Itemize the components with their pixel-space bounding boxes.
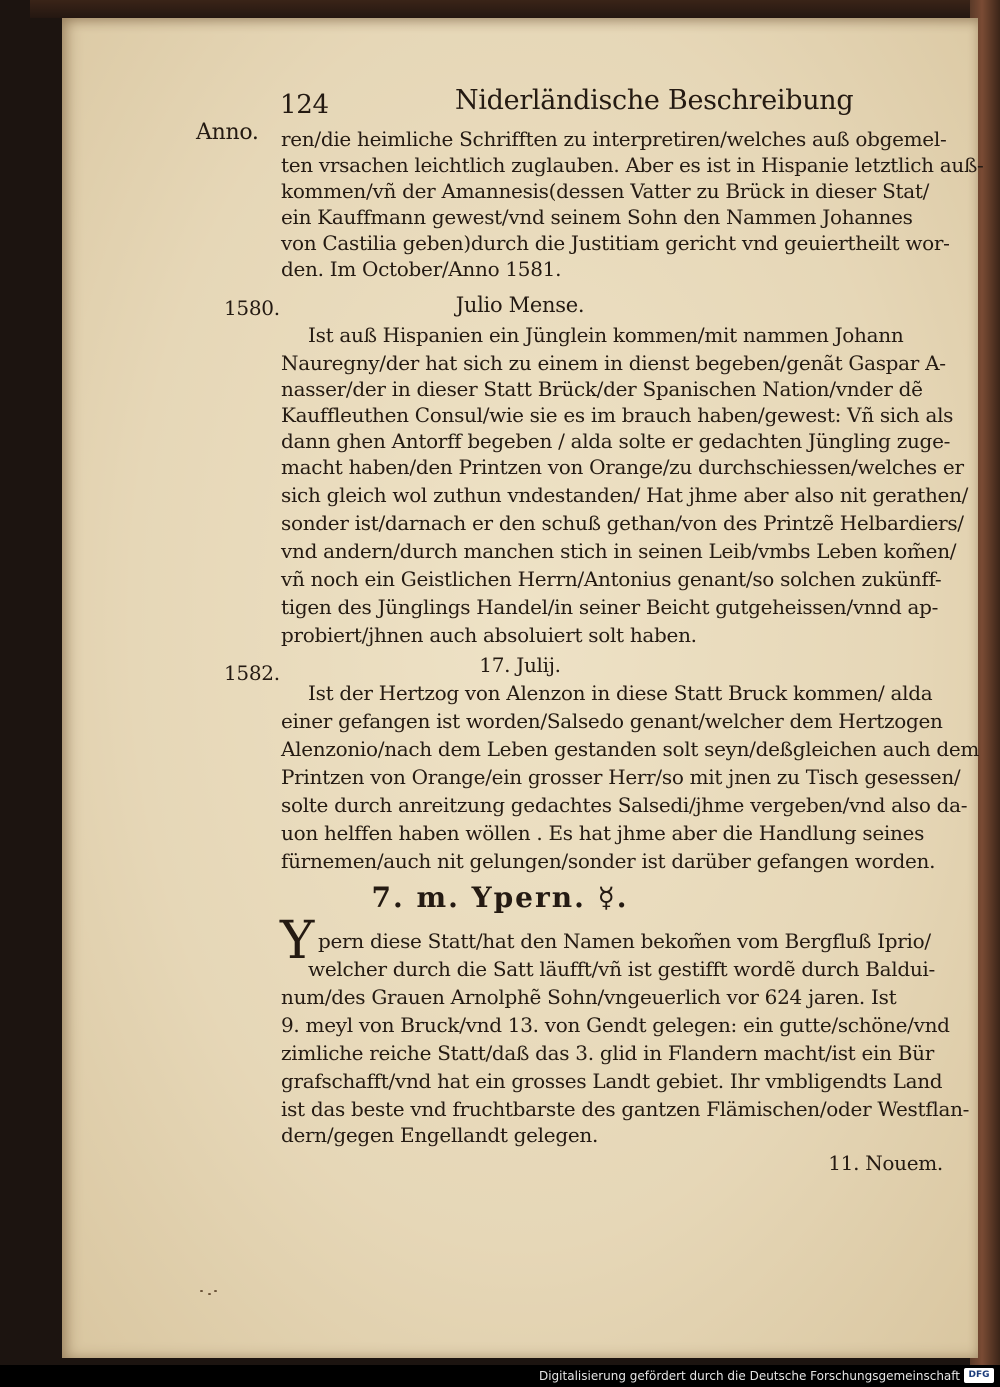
- text-line: tigen des Jünglings Handel/in seiner Beicht gutgeheissen/vnnd ap-: [281, 595, 939, 619]
- text-line: ren/die heimliche Schrifften zu interpretiren/welches auß obgemel-: [281, 127, 947, 151]
- text-line: fürnemen/auch nit gelungen/sonder ist darüber gefangen worden.: [281, 849, 936, 873]
- text-line: Ist der Hertzog von Alenzon in diese Statt Bruck kommen/ alda: [308, 681, 933, 705]
- text-line: sich gleich wol zuthun vndestanden/ Hat jhme aber also nit gerathen/: [281, 483, 969, 507]
- text-line: Kauffleuthen Consul/wie sie es im brauch haben/gewest: Vñ sich als: [281, 403, 954, 427]
- text-line: kommen/vñ der Amannesis(dessen Vatter zu Brück in dieser Stat/: [281, 179, 930, 203]
- text-line: uon helffen haben wöllen . Es hat jhme aber die Handlung seines: [281, 821, 925, 845]
- text-line: macht haben/den Printzen von Orange/zu durchschiessen/welches er: [281, 455, 964, 479]
- running-title: Niderländische Beschreibung: [455, 85, 854, 116]
- paper-speck: [214, 1290, 217, 1292]
- text-line: ein Kauffmann gewest/vnd seinem Sohn den Nammen Johannes: [281, 205, 913, 229]
- text-line: num/des Grauen Arnolphẽ Sohn/vngeuerlich vor 624 jaren. Ist: [281, 985, 897, 1009]
- subheading-17-julij: 17. Julij.: [479, 653, 561, 677]
- text-line: grafschafft/vnd hat ein grosses Landt gebiet. Ihr vmbligendts Land: [281, 1069, 943, 1093]
- text-line: sonder ist/darnach er den schuß gethan/von des Printzẽ Helbardiers/: [281, 511, 964, 535]
- text-line: vnd andern/durch manchen stich in seinen Leib/vmbs Leben kom̃en/: [281, 539, 957, 563]
- footer-credit: Digitalisierung gefördert durch die Deutsche Forschungsgemeinschaft: [538, 1369, 960, 1383]
- text-line: vñ noch ein Geistlichen Herrn/Antonius genant/so solchen zukünff-: [281, 567, 942, 591]
- text-line: von Castilia geben)durch die Justitiam gericht vnd geuiertheilt wor-: [281, 231, 950, 255]
- text-line: 9. meyl von Bruck/vnd 13. von Gendt gelegen: ein gutte/schöne/vnd: [281, 1013, 950, 1037]
- page-number: 124: [280, 90, 329, 120]
- text-line: welcher durch die Satt läufft/vñ ist gestifft wordẽ durch Baldui-: [308, 957, 935, 981]
- paper-speck: [200, 1290, 203, 1292]
- text-line: einer gefangen ist worden/Salsedo genant/welcher dem Hertzogen: [281, 709, 943, 733]
- text-line: nasser/der in dieser Statt Brück/der Spanischen Nation/vnder dẽ: [281, 377, 923, 401]
- drop-cap: Y: [280, 911, 315, 971]
- margin-note-1580: 1580.: [224, 296, 280, 320]
- text-line: ist das beste vnd fruchtbarste des gantzen Flämischen/oder Westflan-: [281, 1097, 970, 1121]
- text-line: pern diese Statt/hat den Namen bekom̃en vom Bergfluß Iprio/: [318, 929, 931, 953]
- margin-note-1582: 1582.: [224, 661, 280, 685]
- text-line: dern/gegen Engellandt gelegen.: [281, 1123, 598, 1147]
- book-edge-top: [30, 0, 980, 18]
- subheading-julio-mense: Julio Mense.: [455, 293, 585, 317]
- text-line: Alenzonio/nach dem Leben gestanden solt seyn/deßgleichen auch dem: [281, 737, 980, 761]
- section-heading-ypern: 7. m. Ypern. ☿.: [371, 881, 629, 914]
- text-line: dann ghen Antorff begeben / alda solte er gedachten Jüngling zuge-: [281, 429, 951, 453]
- paper-speck: [208, 1293, 211, 1295]
- text-line: Nauregny/der hat sich zu einem in dienst begeben/genãt Gaspar A-: [281, 351, 946, 375]
- text-line: Ist auß Hispanien ein Jünglein kommen/mit nammen Johann: [308, 323, 904, 347]
- text-line: ten vrsachen leichtlich zuglauben. Aber es ist in Hispanie letztlich auß-: [281, 153, 984, 177]
- dfg-logo-icon: DFG: [964, 1368, 994, 1383]
- text-line: den. Im October/Anno 1581.: [281, 257, 562, 281]
- text-line: zimliche reiche Statt/daß das 3. glid in Flandern macht/ist ein Bür: [281, 1041, 934, 1065]
- text-line: Printzen von Orange/ein grosser Herr/so mit jnen zu Tisch gesessen/: [281, 765, 961, 789]
- text-line: probiert/jhnen auch absoluiert solt haben.: [281, 623, 697, 647]
- catchword: 11. Nouem.: [828, 1151, 943, 1175]
- margin-note-anno: Anno.: [196, 120, 259, 145]
- text-line: solte durch anreitzung gedachtes Salsedi/jhme vergeben/vnd also da-: [281, 793, 968, 817]
